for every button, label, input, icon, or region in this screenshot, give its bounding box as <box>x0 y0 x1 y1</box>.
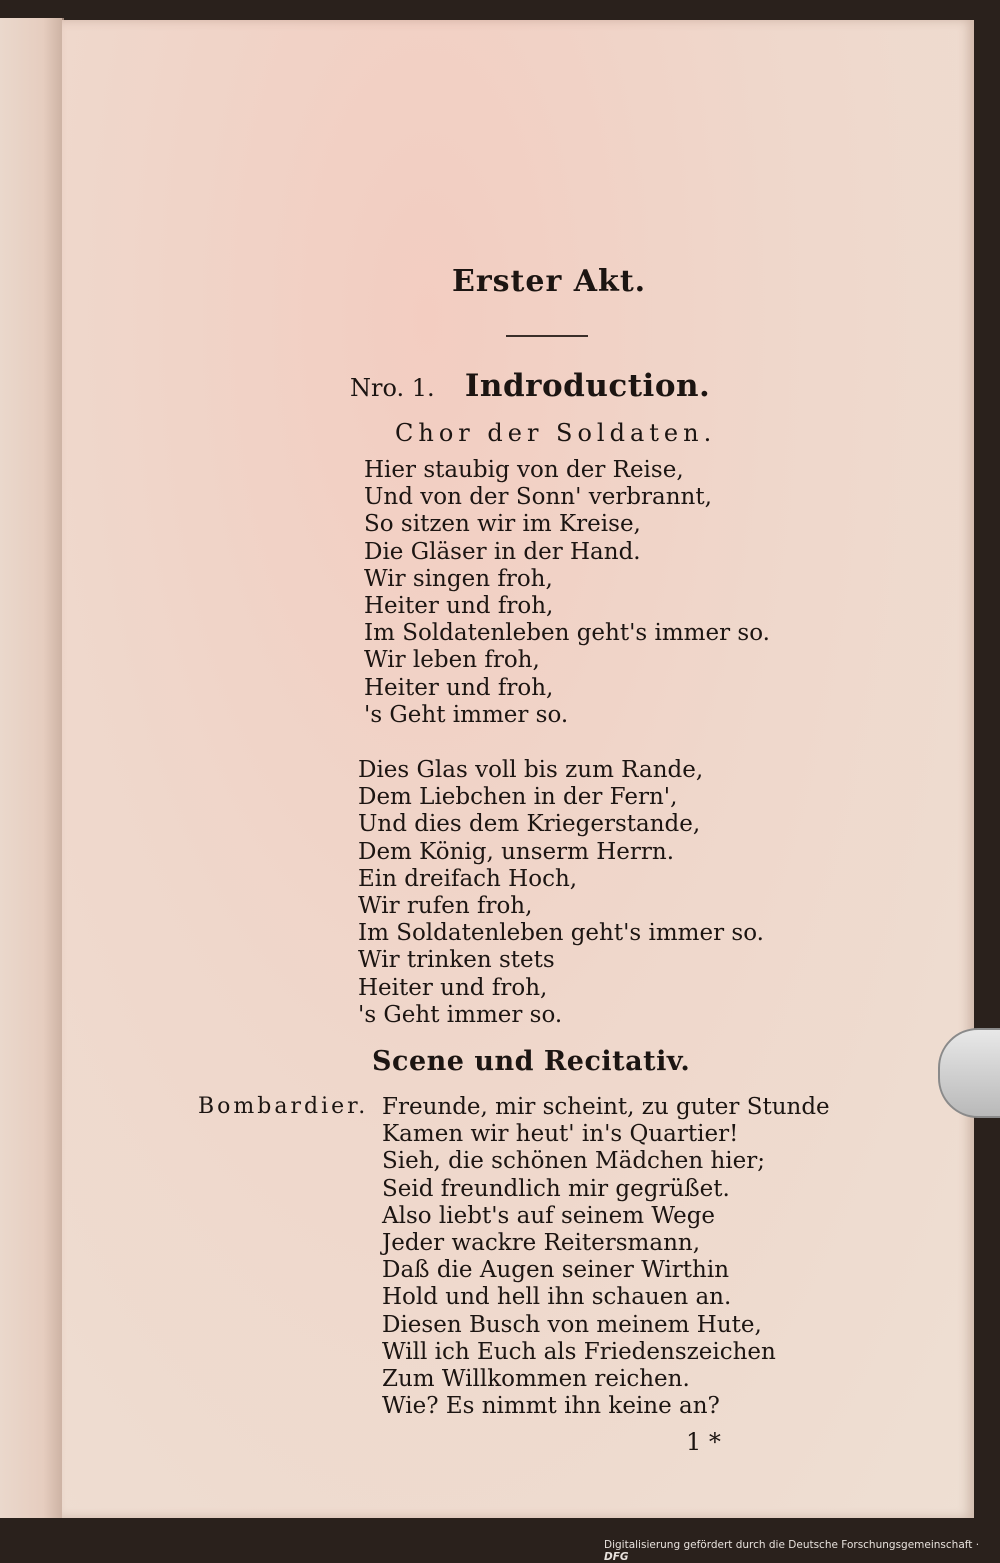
number-heading <box>350 368 710 404</box>
scene-title: Scene und Recitativ. <box>372 1046 691 1077</box>
verse-line: Wir singen froh, <box>364 565 553 592</box>
verse-line: Ein dreifach Hoch, <box>358 865 578 892</box>
verse-line: Also liebt's auf seinem Wege <box>382 1202 716 1229</box>
stanza-2 <box>358 757 764 1029</box>
divider-rule <box>506 335 588 337</box>
verse-line: Wir rufen froh, <box>358 893 533 920</box>
verse-line: Die Gläser in der Hand. <box>364 538 641 565</box>
act-title: Erster Akt. <box>452 264 647 299</box>
footer-text: Digitalisierung gefördert durch die Deutsche Forschungsgemeinschaft · <box>604 1539 980 1551</box>
footer-credit <box>604 1539 1000 1563</box>
verse-line: So sitzen wir im Kreise, <box>364 511 641 538</box>
verse-line: Dies Glas voll bis zum Rande, <box>358 757 704 783</box>
chorus-subheading: Chor der Soldaten. <box>395 419 717 447</box>
verse-line: Heiter und froh, <box>358 974 548 1001</box>
page-clip <box>938 1028 1000 1118</box>
verse-line: Dem König, unserm Herrn. <box>358 838 675 865</box>
number-label: Nro. 1. <box>350 374 435 402</box>
verse-line: Hold und hell ihn schauen an. <box>382 1284 732 1311</box>
verse-line: Wir trinken stets <box>358 947 555 974</box>
verse-line: Will ich Euch als Friedenszeichen <box>382 1338 776 1365</box>
recitative-block <box>382 1094 830 1420</box>
verse-line: Hier staubig von der Reise, <box>364 457 684 483</box>
speaker-name: Bombardier. <box>198 1094 369 1119</box>
verse-line: Wie? Es nimmt ihn keine an? <box>382 1393 720 1420</box>
dfg-logo: DFG <box>604 1551 629 1563</box>
verse-line: Diesen Busch von meinem Hute, <box>382 1311 762 1338</box>
verse-line: Wir leben froh, <box>364 647 540 674</box>
verse-line: Und dies dem Kriegerstande, <box>358 811 701 838</box>
verse-line: Seid freundlich mir gegrüßet. <box>382 1175 730 1202</box>
stanza-1 <box>364 457 770 729</box>
left-page-edge <box>0 18 64 1518</box>
verse-line: Und von der Sonn' verbrannt, <box>364 484 712 511</box>
page-number: 1 * <box>686 1428 721 1456</box>
verse-line: 's Geht immer so. <box>358 1001 563 1028</box>
verse-line: 's Geht immer so. <box>364 701 569 728</box>
verse-line: Daß die Augen seiner Wirthin <box>382 1257 730 1284</box>
section-heading: Indroduction. <box>464 368 711 404</box>
verse-line: Im Soldatenleben geht's immer so. <box>364 620 770 647</box>
verse-line: Im Soldatenleben geht's immer so. <box>358 920 764 947</box>
verse-line: Sieh, die schönen Mädchen hier; <box>382 1148 765 1175</box>
verse-line: Heiter und froh, <box>364 674 554 701</box>
verse-line: Kamen wir heut' in's Quartier! <box>382 1121 739 1148</box>
verse-line: Freunde, mir scheint, zu guter Stunde <box>382 1094 830 1120</box>
verse-line: Jeder wackre Reitersmann, <box>382 1230 701 1257</box>
verse-line: Dem Liebchen in der Fern', <box>358 784 678 811</box>
verse-line: Zum Willkommen reichen. <box>382 1366 690 1393</box>
verse-line: Heiter und froh, <box>364 593 554 620</box>
